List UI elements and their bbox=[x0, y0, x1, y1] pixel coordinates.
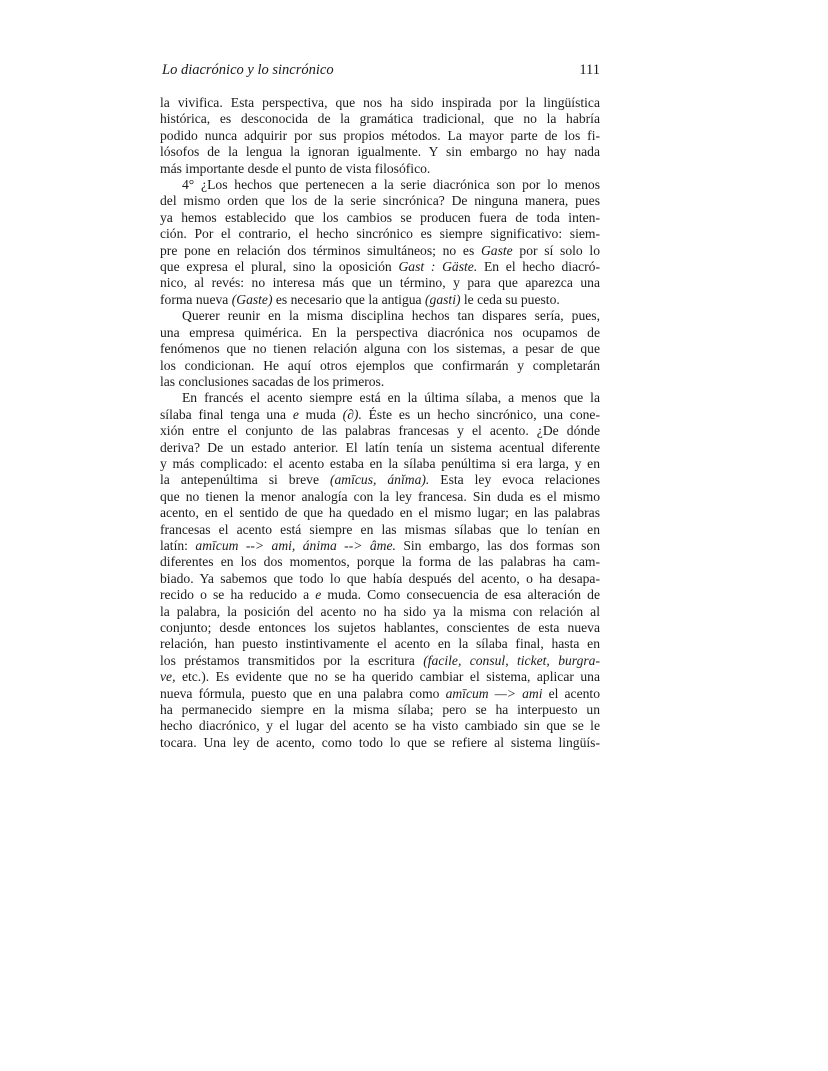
text-segment: relación, han puesto instintivamente el acento en la sílaba final, hasta en bbox=[160, 636, 600, 652]
text-line bbox=[160, 390, 600, 406]
text-segment: podido nunca adquirir por sus propios métodos. La mayor parte de los fi- bbox=[160, 127, 600, 143]
italic-text: Gast : Gäste. bbox=[398, 259, 478, 275]
text-segment: diferentes en los dos momentos, porque la forma de las palabras ha cam- bbox=[160, 554, 600, 570]
text-line bbox=[160, 358, 600, 374]
text-line bbox=[160, 620, 600, 636]
text-line bbox=[160, 144, 600, 160]
text-segment: el acento bbox=[542, 685, 600, 701]
text-segment: xión entre el conjunto de las palabras francesas y el acento. ¿De dónde bbox=[160, 423, 600, 439]
text-line bbox=[160, 95, 600, 111]
text-segment: sílaba final tenga una bbox=[160, 406, 293, 422]
text-line bbox=[160, 554, 600, 570]
text-line bbox=[160, 440, 600, 456]
text-segment: acento, en el sentido de que ha quedado en el mismo lugar; en las palabras bbox=[160, 505, 600, 521]
text-segment: tocara. Una ley de acento, como todo lo que se refiere al sistema lingüís- bbox=[160, 734, 600, 750]
text-segment: del mismo orden que los de la serie sincrónica? De ninguna manera, pues bbox=[160, 193, 600, 209]
text-segment: nico, al revés: no interesa más que un término, y para que aparezca una bbox=[160, 275, 600, 291]
text-segment: muda bbox=[298, 406, 343, 422]
text-segment: Querer reunir en la misma disciplina hechos tan dispares sería, pues, bbox=[182, 308, 600, 324]
text-segment: la antepenúltima si breve bbox=[160, 472, 330, 488]
text-segment: la vivifica. Esta perspectiva, que nos ha sido inspirada por la lingüística bbox=[160, 95, 600, 110]
text-segment: Éste es un hecho sincrónico, una cone- bbox=[361, 406, 600, 422]
body-text bbox=[160, 95, 600, 751]
text-segment: por sí solo lo bbox=[512, 242, 600, 258]
text-line bbox=[160, 522, 600, 538]
text-line bbox=[160, 259, 600, 275]
text-line bbox=[160, 341, 600, 357]
paragraph bbox=[160, 308, 600, 390]
text-segment: forma nueva bbox=[160, 291, 232, 307]
italic-text: (gasti) bbox=[425, 291, 461, 307]
text-segment: nueva fórmula, puesto que en una palabra como bbox=[160, 685, 446, 701]
text-line bbox=[160, 472, 600, 488]
text-segment: es necesario que la antigua bbox=[272, 291, 425, 307]
italic-text: (facile, consul, ticket, burgra- bbox=[423, 652, 600, 668]
text-segment: pre pone en relación dos términos simultáneos; no es bbox=[160, 242, 481, 258]
paragraph bbox=[160, 95, 600, 177]
text-line bbox=[160, 292, 600, 308]
text-segment: y más complicado: el acento estaba en la sílaba penúltima si era larga, y en bbox=[160, 455, 600, 471]
text-line bbox=[160, 571, 600, 587]
text-line bbox=[160, 308, 600, 324]
text-line bbox=[160, 636, 600, 652]
text-segment: los préstamos transmitidos por la escritura bbox=[160, 652, 424, 668]
text-line bbox=[160, 505, 600, 521]
italic-text: (Gaste) bbox=[231, 291, 273, 307]
text-line bbox=[160, 718, 600, 734]
text-line bbox=[160, 193, 600, 209]
text-segment: las conclusiones sacadas de los primeros. bbox=[160, 373, 385, 389]
text-segment: muda. Como consecuencia de esa alteración de bbox=[321, 587, 600, 603]
text-segment: hecho diacrónico, y el lugar del acento se ha visto cambiado sin que se le bbox=[160, 718, 600, 734]
text-segment: histórica, es desconocida de la gramática tradicional, que no la habría bbox=[160, 111, 600, 127]
text-line bbox=[160, 325, 600, 341]
chapter-title: Lo diacrónico y lo sincrónico bbox=[162, 62, 334, 78]
text-segment: En francés el acento siempre está en la última sílaba, a menos que la bbox=[182, 390, 600, 406]
text-segment: biado. Ya sabemos que todo lo que había después del acento, o ha desapa- bbox=[160, 570, 600, 586]
text-line bbox=[160, 275, 600, 291]
paragraph bbox=[160, 177, 600, 308]
text-line bbox=[160, 735, 600, 751]
text-line bbox=[160, 669, 600, 685]
text-segment: más importante desde el punto de vista filosófico. bbox=[160, 160, 431, 176]
text-segment: recido o se ha reducido a bbox=[160, 587, 316, 603]
text-segment: la palabra, la posición del acento no ha sido ya la misma con relación al bbox=[160, 603, 600, 619]
italic-text: amīcum --> ami, ánima --> âme. bbox=[195, 537, 396, 553]
text-line bbox=[160, 374, 600, 390]
text-segment: deriva? De un estado anterior. El latín tenía un sistema acentual diferente bbox=[160, 439, 600, 455]
text-line bbox=[160, 538, 600, 554]
text-segment: Esta ley evoca relaciones bbox=[429, 472, 600, 488]
text-line bbox=[160, 423, 600, 439]
italic-text: amīcum —> ami bbox=[445, 685, 543, 701]
italic-text: ve, bbox=[160, 669, 176, 685]
paragraph bbox=[160, 390, 600, 751]
text-segment: 4° ¿Los hechos que pertenecen a la serie diacrónica son por lo menos bbox=[182, 177, 600, 193]
text-segment: conjunto; desde entonces los sujetos hablantes, conscientes de esta nueva bbox=[160, 620, 600, 635]
text-line bbox=[160, 604, 600, 620]
text-line bbox=[160, 226, 600, 242]
text-line bbox=[160, 407, 600, 423]
page-number: 111 bbox=[579, 62, 600, 78]
text-line bbox=[160, 702, 600, 718]
text-segment: una empresa quimérica. En la perspectiva diacrónica nos ocupamos de bbox=[160, 324, 600, 340]
italic-text: Gaste bbox=[480, 242, 513, 258]
text-segment: fenómenos que no tienen relación alguna con los sistemas, a pesar de que bbox=[160, 341, 600, 357]
text-line bbox=[160, 177, 600, 193]
text-segment: que expresa el plural, sino la oposición bbox=[160, 259, 399, 275]
italic-text: (amīcus, ánĭma). bbox=[329, 472, 430, 488]
text-segment: latín: bbox=[160, 537, 196, 553]
text-segment: ción. Por el contrario, el hecho sincrónico es siempre significativo: siem- bbox=[160, 226, 600, 242]
italic-text: e bbox=[315, 587, 322, 603]
text-segment: lósofos de la lengua la ignoran igualmente. Y sin embargo no hay nada bbox=[160, 144, 600, 160]
italic-text: e bbox=[292, 406, 299, 422]
text-line bbox=[160, 161, 600, 177]
text-segment: Sin embargo, las dos formas son bbox=[395, 537, 601, 553]
text-segment: los condicionan. He aquí otros ejemplos que confirmarán y completarán bbox=[160, 357, 600, 373]
text-line bbox=[160, 243, 600, 259]
text-segment: que no tienen la menor analogía con la ley francesa. Sin duda es el mismo bbox=[160, 488, 600, 504]
running-header bbox=[162, 62, 600, 82]
text-segment: ha permanecido siempre en la misma sílaba; pero se ha interpuesto un bbox=[160, 702, 600, 718]
text-segment: le ceda su puesto. bbox=[460, 291, 560, 307]
text-line bbox=[160, 489, 600, 505]
text-segment: francesas el acento está siempre en las mismas sílabas que lo tenían en bbox=[160, 521, 600, 537]
text-line bbox=[160, 210, 600, 226]
italic-text: (∂). bbox=[342, 406, 362, 422]
text-line bbox=[160, 686, 600, 702]
text-line bbox=[160, 587, 600, 603]
text-line bbox=[160, 128, 600, 144]
text-segment: En el hecho diacró- bbox=[477, 259, 600, 275]
text-segment: ya hemos establecido que los cambios se producen fuera de toda inten- bbox=[160, 209, 600, 225]
text-line bbox=[160, 111, 600, 127]
text-line bbox=[160, 653, 600, 669]
text-line bbox=[160, 456, 600, 472]
text-segment: etc.). Es evidente que no se ha querido cambiar el sistema, aplicar una bbox=[175, 669, 600, 685]
